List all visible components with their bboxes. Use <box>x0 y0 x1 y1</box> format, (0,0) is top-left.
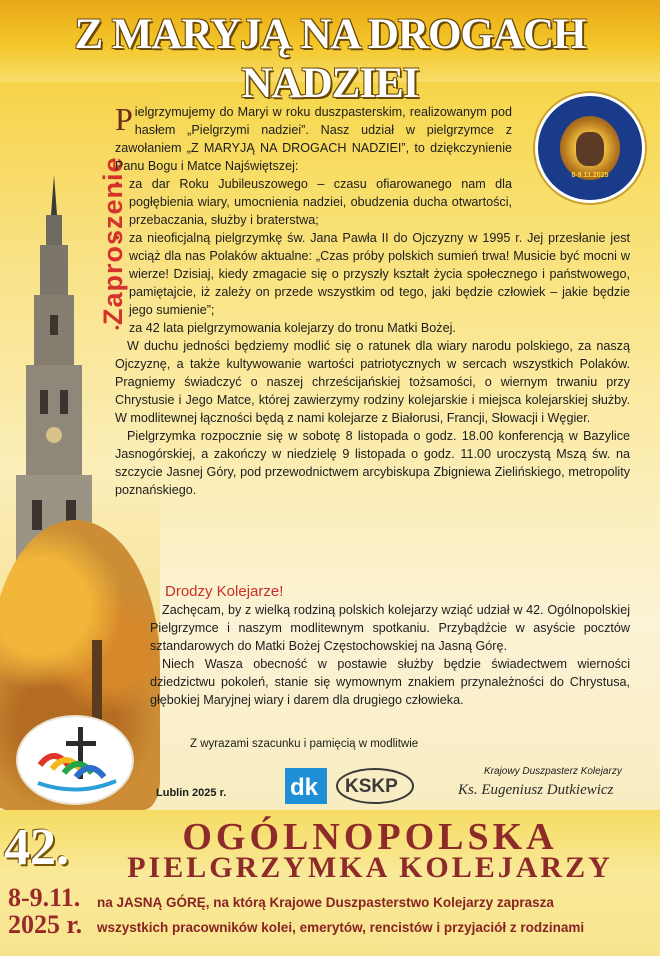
list-item: • za nieoficjalną pielgrzymkę św. Jana Pawła II do Ojczyzny w 1995 r. Jej przesłanie jest wciąż dla nas Polaków aktualne: „Czas próby polskich sumień trwa! Musicie być mocni w wierze! Dzisiaj, kiedy zmagacie się o przyszły kształt życia społecznego i państwowego, pamiętajcie, iż zależy on przede wszystkim od tego, jaki będzie człowiek – jakie będzie jego sumienie”; <box>115 229 630 319</box>
poster-title: Z MARYJĄ NA DROGACH NADZIEI <box>74 11 586 107</box>
list-item: • za dar Roku Jubileuszowego – czasu ofiarowanego nam dla pogłębienia wiary, umocnienia nadziei, obudzenia ducha otwartości, przebaczania, służby i braterstwa; <box>115 175 630 229</box>
closing-paragraph: Niech Wasza obecność w postawie służby będzie świadectwem wierności dziedzictwu pokoleń, stanie się wymownym znakiem przynależności do Chrystusa, głębokiej Maryjnej wiary i darem dla drugiego człowieka. <box>150 657 630 707</box>
body-paragraph: W duchu jedności będziemy modlić się o ratunek dla wiary narodu polskiego, za naszą Ojczyznę, a także kultywowanie wartości patriotycznych w sercach wszystkich Polaków. Pragniemy świadczyć o naszej chrześcijańskiej tożsamości, o wiernym trwaniu przy Chrystusie i Jego Matce, której zawierzymy rodziny kolejarskie i miejsca kolejarskiej służby. W modlitewnej łączności będą z nami kolejarze z Białorusi, Francji, Słowacji i Węgier. <box>115 339 630 425</box>
footer-invite-line1: na JASNĄ GÓRĘ, na którą Krajowe Duszpasterstwo Kolejarzy zaprasza <box>97 895 554 910</box>
thanksgiving-list <box>115 175 630 337</box>
dk-logo-text: dk <box>290 774 319 801</box>
intro-paragraph: ielgrzymujemy do Maryi w roku duszpasterskim, realizowanym pod hasłem „Pielgrzymi nadziei”. Nasz udział w pielgrzymce z zawołaniem „Z MARYJĄ NA DROGACH NADZIEI”, to dziękczynienie Panu Bogu i Matce Najświętszej: <box>115 105 512 173</box>
jubilee-logo <box>16 715 134 805</box>
footer-title-line1: OGÓLNOPOLSKA <box>182 816 558 858</box>
list-item: • za 42 lata pielgrzymowania kolejarzy do tronu Matki Bożej. <box>115 319 630 337</box>
dk-logo <box>285 768 327 804</box>
jubilee-cross-icon <box>18 717 132 803</box>
footer-title-line2: PIELGRZYMKA KOLEJARZY <box>127 851 613 884</box>
invitation-body <box>115 103 630 499</box>
footer-invite-line2: wszystkich pracowników kolei, emerytów, rencistów i przyjaciół z rodzinami <box>97 920 585 935</box>
badge-date: 8-9.11.2025 <box>571 172 609 179</box>
side-label: Zaproszenie <box>98 156 128 325</box>
greeting-heading: Drodzy Kolejarze! <box>165 583 284 600</box>
signature: Ks. Eugeniusz Dutkiewicz <box>458 782 614 798</box>
closing-section <box>150 583 630 709</box>
body-paragraph: Pielgrzymka rozpocznie się w sobotę 8 listopada o godz. 18.00 konferencją w Bazylice Jasnogórskiej, a zakończy w niedzielę 9 listopada o godz. 11.00 uroczystą Mszą św. na szczycie Jasnej Góry, pod przewodnictwem arcybiskupa Zbigniewa Zielińskiego, metropolity poznańskiego. <box>115 429 630 497</box>
signatory-title: Krajowy Duszpasterz Kolejarzy <box>484 766 622 777</box>
event-dates: 8-9.11. <box>8 883 81 912</box>
regards-line: Z wyrazami szacunku i pamięcią w modlitwie <box>190 738 419 750</box>
kskp-logo <box>335 766 415 806</box>
event-year: 2025 r. <box>8 910 83 939</box>
kskp-logo-text: KSKP <box>345 776 398 797</box>
closing-paragraph: Zachęcam, by z wielką rodziną polskich kolejarzy wziąć udział w 42. Ogólnopolskiej Pielgrzymce i naszym modlitewnym spotkaniu. Przybądźcie w asyście pocztów sztandarowych do Matki Bożej Częstochowskiej na Jasną Górę. <box>150 603 630 653</box>
drop-cap: P <box>115 101 133 137</box>
edition-number: 42. <box>4 819 69 876</box>
place-date: Lublin 2025 r. <box>156 787 227 799</box>
